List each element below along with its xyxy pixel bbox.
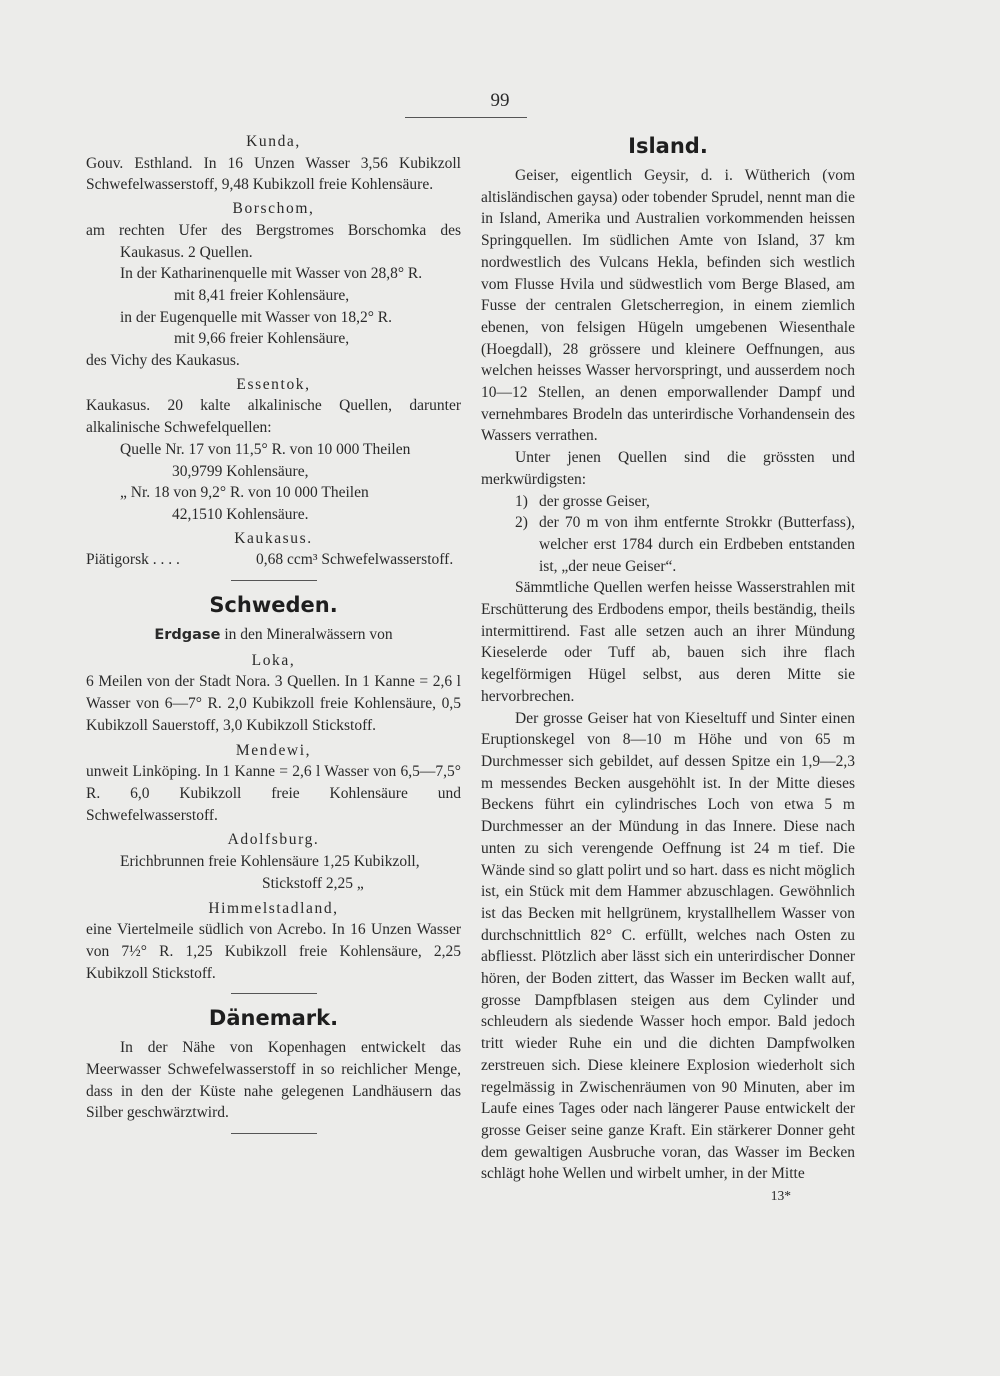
island-paragraph-1: Geiser, eigentlich Geysir, d. i. Wütherich (vom altisländischen gaysa) oder tobender Sprudel, nennt man die in Island, Amerika und Australien vorkommenden heissen Springquellen. Im südlichen Amte von Island, 37 km nordwestlich des Vulcans Hekla, befinden sich westlich vom Flusse Hvila und südwestlich vom Berge Blased, am Fusse der centralen Gletscherregion, in einem ziemlich ebenen, von felsigen Hügeln umgebenen Wiesenthale (Hoegdall), 28 grössere und kleinere Oeffnungen, aus welchen heisses Wasser hervorspringt, und ausserdem noch 10—12 Stellen, an denen emporwallender Dampf und vernehmbares Brodeln das unterirdische Vorhandensein des Wassers verrathen. [481,167,855,445]
essentok-quelle-2: „ Nr. 18 von 9,2° R. von 10 000 Theilen [120,484,369,502]
borschom-heading: Borschom, [232,200,315,218]
header-rule [405,117,527,118]
adolfsburg-line-2: Stickstoff 2,25 „ [262,874,364,892]
island-paragraph-4: Der grosse Geiser hat von Kieseltuff und Sinter einen Eruptionskegel von 8—10 m Höhe und von 65 m Durchmesser sich gebildet, auf dessen Spitze ein 1,9—2,3 m messendes Becken ausgehöhlt ist. In der Mitte dieses Beckens führt ein cylindrisches Loch von etwa 5 m Durchmesser an der Mündung in das Innere. Diese nach unten zu sich verengende Oeffnung ist 24 m tief. Die Wände sind so glatt polirt und so hart. dass es nicht möglich ist, ein Stück mit dem Hammer abzuschlagen. Gewöhnlich ist das Becken mit hellgrünem, krystallhellem Wasser von durchschnittlich 82° C. erfüllt, welches nach Osten zu abfliesst. Plötzlich aber lässt sich ein unterirdischer Donner hören, der Boden zittert, das Wasser im Becken wallt auf, grosse Dampfblasen steigen aus dem Cylinder und schleudern als siedende Wasser hoch empor. Bald jedoch tritt wieder Ruhe ein und die dichten Dampfwolken zerstreuen sich. Diese kleinere Explosion wiederholt sich regelmässig in Zwischenräumen von 90 Minuten, aber im Laufe eines Tages oder nach längerer Pause entwickelt der grosse Geiser seine ganze Kraft. Ein stärkerer Donner geht dem gewaltigen Ausbruche voran, das Wasser im Becken schlägt hohe Wellen und wirbelt umher, in der Mitte [481,709,855,1183]
borschom-line-5: des Vichy des Kaukasus. [86,352,240,370]
essentok-quelle-2-value: 42,1510 Kohlensäure. [172,505,309,523]
list-item [515,512,855,577]
section-divider [231,1133,317,1134]
list-item-text: der 70 m von ihm entfernte Strokkr (Butterfass), welcher erst 1784 durch ein Erdbeben entstanden ist, „der neue Geiser“. [539,514,855,575]
page-number: 99 [490,90,510,111]
himmelstadland-heading: Himmelstadland, [208,899,339,917]
mendewi-heading: Mendewi, [235,741,312,759]
adolfsburg-heading: Adolfsburg. [227,831,320,849]
borschom-line-4: mit 9,66 freier Kohlensäure, [174,330,350,348]
schweden-intro-text: in den Mineralwässern von [224,626,393,644]
island-paragraph-3: Sämmtliche Quellen werfen heisse Wasserstrahlen mit Erschütterung des Erdbodens empor, theils beständig, theils intermittirend. Fast alle setzen auch an ihrer Mündung Kieselerde oder Tuff ab, bauen sich ihre flach kegelförmigen Hügel selbst, aus deren Mitte sie hervorbrechen. [481,579,855,705]
borschom-location: am rechten Ufer des Bergstromes Borschomka des Kaukasus. 2 Quellen. [86,221,461,261]
schweden-intro [86,624,461,647]
kaukasus-place: Piätigorsk . . . . [86,551,180,569]
kunda-heading: Kunda, [246,133,301,150]
geiser-list [481,491,855,578]
kaukasus-heading: Kaukasus. [234,529,313,547]
island-heading: Island. [628,134,708,158]
erdgase-label: Erdgase [154,627,221,644]
himmelstadland-text: eine Viertelmeile südlich von Acrebo. In 16 Unzen Wasser von 7½° R. 1,25 Kubikzoll freie Kohlensäure, 2,25 Kubikzoll Stickstoff. [86,921,461,982]
section-divider [231,580,317,581]
daenemark-text: In der Nähe von Kopenhagen entwickelt das Meerwasser Schwefelwasserstoff in so reichlicher Menge, dass in den der Küste nahe gelegenen Landhäusern das Silber geschwärztwird. [86,1039,461,1122]
section-divider [231,993,317,994]
list-item-number: 2) [515,514,528,532]
borschom-line-1: In der Katharinenquelle mit Wasser von 28,8° R. [120,265,423,283]
list-item-number: 1) [515,492,528,510]
list-item-text: der grosse Geiser, [539,492,650,510]
right-column [481,131,855,1207]
signature-mark: 13* [770,1188,791,1204]
list-item [515,491,855,513]
adolfsburg-line-1: Erichbrunnen freie Kohlensäure 1,25 Kubikzoll, [120,853,420,871]
loka-text: 6 Meilen von der Stadt Nora. 3 Quellen. In 1 Kanne = 2,6 l Wasser von 6—7° R. 2,0 Kubikzoll freie Kohlensäure, 0,5 Kubikzoll Sauerstoff, 3,0 Kubikzoll Stickstoff. [86,673,461,734]
essentok-quelle-1: Quelle Nr. 17 von 11,5° R. von 10 000 Theilen [120,440,411,458]
borschom-line-2: mit 8,41 freier Kohlensäure, [174,286,350,304]
mendewi-text: unweit Linköping. In 1 Kanne = 2,6 l Wasser von 6,5—7,5° R. 6,0 Kubikzoll freie Kohlensäure und Schwefelwasserstoff. [86,763,461,824]
kaukasus-value: 0,68 ccm³ Schwefelwasserstoff. [256,551,454,569]
essentok-heading: Essentok, [236,375,311,393]
kunda-text: Gouv. Esthland. In 16 Unzen Wasser 3,56 Kubikzoll Schwefelwasserstoff, 9,48 Kubikzoll freie Kohlensäure. [86,154,461,194]
left-column [86,131,461,1143]
daenemark-heading: Dänemark. [208,1006,339,1031]
island-paragraph-2: Unter jenen Quellen sind die grössten und merkwürdigsten: [481,449,855,488]
schweden-heading: Schweden. [209,593,338,618]
loka-heading: Loka, [251,651,296,669]
essentok-text: Kaukasus. 20 kalte alkalinische Quellen, darunter alkalinische Schwefelquellen: [86,397,461,437]
borschom-line-3: in der Eugenquelle mit Wasser von 18,2° R. [120,308,392,326]
kaukasus-entry [86,549,461,571]
essentok-quelle-1-value: 30,9799 Kohlensäure, [172,462,309,480]
